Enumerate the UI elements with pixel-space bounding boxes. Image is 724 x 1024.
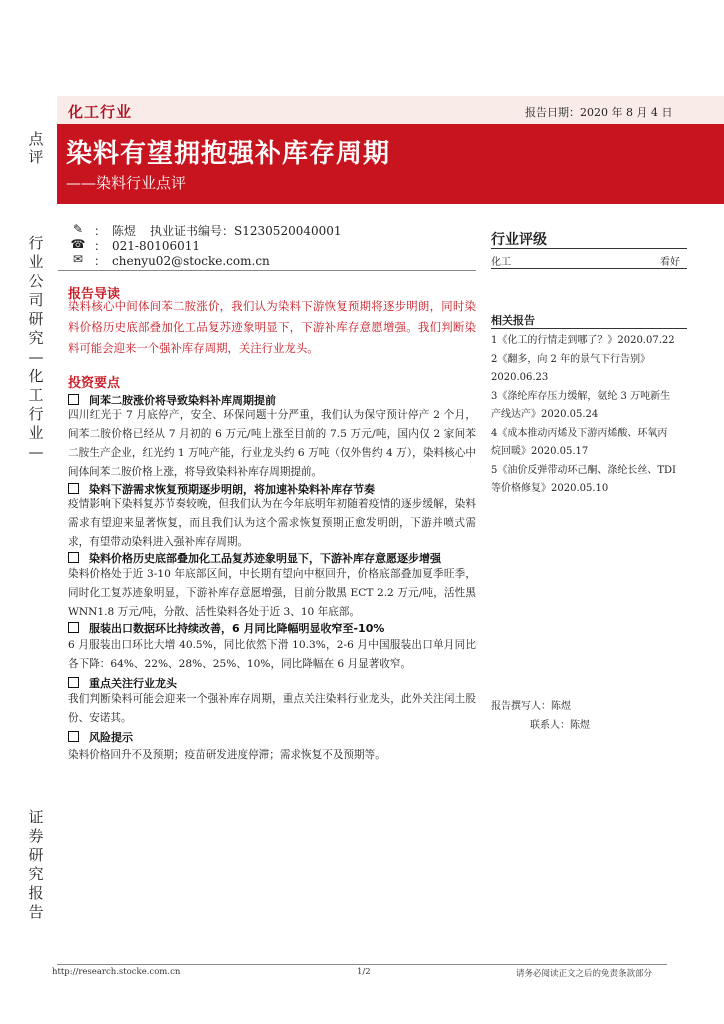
point-text-4: 6 月服装出口环比大增 40.5%，同比依然下滑 10.3%，2-6 月中国服装出口单月同比各下降：64%、22%、28%、25%、10%，同比降幅在 6 月显著收窄。 [68, 639, 476, 670]
mail-icon: ✉ [72, 252, 84, 266]
report-writer: 报告撰写人：陈煜 [491, 701, 571, 712]
point-heading-2: 染料下游需求恢复预期逐步明朗，将加速补染料补库存节奏 [68, 481, 375, 497]
analyst-phone: ： 021-80106011 [94, 239, 201, 253]
rating-value: 看好 [660, 257, 680, 268]
related-item[interactable]: 2020.06.23 [491, 372, 549, 383]
analyst-name-line: ： 陈煜 执业证书编号：S1230520040001 [94, 224, 342, 238]
report-contact: 联系人：陈煜 [530, 720, 590, 731]
guide-title: 报告导读 [68, 287, 121, 302]
point-heading-5: 重点关注行业龙头 [68, 675, 177, 691]
side-label-bottom: 证 券 研 究 报 告 [28, 808, 44, 921]
related-rule [491, 328, 687, 329]
footer-url[interactable]: http://research.stocke.com.cn [52, 967, 181, 977]
point-text-3: 染料价格处于近 3-10 年底部区间，中长期有望向中枢回升，价格底部叠加夏季旺季，同时化工复苏迹象明显，下游补库存意愿增强，目前分散黑 ECT 2.2 万元/吨，活性黑 WNN1.8 万元/吨，分散、活性染料各处于近 3、10 年底部。 [68, 568, 476, 618]
point-text-5: 我们判断染料可能会迎来一个强补库存周期，重点关注染料行业龙头，此外关注闰土股份、安诺其。 [68, 693, 476, 724]
point-heading-4: 服装出口数据环比持续改善，6 月同比降幅明显收窄至-10% [68, 620, 384, 636]
related-item[interactable]: 1《化工的行情走到哪了？》2020.07.22 [491, 335, 675, 346]
point-heading-1: 间苯二胺涨价将导致染料补库周期提前 [68, 392, 276, 408]
side-label-middle: 行 业 公 司 研 究 — 化 工 行 业 — [28, 234, 44, 461]
side-label-top: 点 评 [28, 130, 44, 166]
footer-rule [57, 964, 667, 965]
pen-icon: ✎ [72, 222, 84, 236]
sector-label: 化工行业 [68, 103, 133, 121]
phone-icon: ☎ [70, 237, 86, 251]
rating-rule-bottom [491, 268, 687, 269]
related-item[interactable]: 2《翻多，向 2 年的景气下行告别》 [491, 353, 651, 365]
related-item[interactable]: 5《油价反弹带动环己酮、涤纶长丝、TDI [491, 464, 676, 476]
related-item[interactable]: 烷回暖》2020.05.17 [491, 446, 589, 457]
guide-text: 染料核心中间体间苯二胺涨价，我们认为染料下游恢复预期将逐步明朗，同时染料价格历史底部叠加化工品复苏迹象明显下，下游补库存意愿增强。我们判断染料可能会迎来一个强补库存周期，关注行业龙头。 [68, 299, 476, 355]
related-list [491, 332, 691, 499]
point-text-6: 染料价格回升不及预期；疫苗研发进度停滞；需求恢复不及预期等。 [68, 749, 386, 761]
footer-disclaimer: 请务必阅读正文之后的免责条款部分 [516, 969, 653, 979]
analyst-email[interactable]: ： chenyu02@stocke.com.cn [94, 254, 270, 268]
page-number: 1/2 [357, 967, 371, 977]
rating-title: 行业评级 [491, 232, 547, 248]
related-item[interactable]: 产线达产》2020.05.24 [491, 409, 599, 420]
related-item[interactable]: 4《成本推动丙烯及下游丙烯酸、环氧丙 [491, 427, 668, 439]
related-item[interactable]: 等价格修复》2020.05.10 [491, 483, 609, 494]
point-heading-6: 风险提示 [68, 729, 133, 745]
page-title: 染料有望拥抱强补库存周期 [66, 139, 391, 169]
point-heading-3: 染料价格历史底部叠加化工品复苏迹象明显下，下游补库存意愿逐步增强 [68, 550, 441, 566]
rating-rule [491, 248, 687, 249]
related-title: 相关报告 [491, 314, 535, 327]
related-item[interactable]: 3《涤纶库存压力缓解，氨纶 3 万吨新生 [491, 390, 671, 402]
divider [58, 270, 476, 271]
point-text-1: 四川红光于 7 月底停产，安全、环保问题十分严重，我们认为保守预计停产 2 个月，间苯二胺价格已经从 7 月初的 6 万元/吨上涨至目前的 7.5 万元/吨，国内仅 2 家间苯二胺生产企业，红光约 1 万吨产能，行业龙头约 6 万吨（仅外售约 4 万），染料核心中间体间苯二胺价格上涨，将导致染料补库存周期提前。 [68, 409, 476, 478]
page-subtitle: ——染料行业点评 [66, 174, 187, 192]
point-text-2: 疫情影响下染料复苏节奏较晚，但我们认为在今年底明年初随着疫情的逐步缓解，染料需求有望迎来显著恢复，而且我们认为这个需求恢复预期正愈发明朗，下游并喷式需求，有望带动染料进入强补库存周期。 [68, 498, 476, 548]
points-title: 投资要点 [68, 376, 121, 391]
rating-industry: 化工 [491, 257, 511, 268]
report-date: 报告日期：2020 年 8 月 4 日 [525, 106, 673, 119]
